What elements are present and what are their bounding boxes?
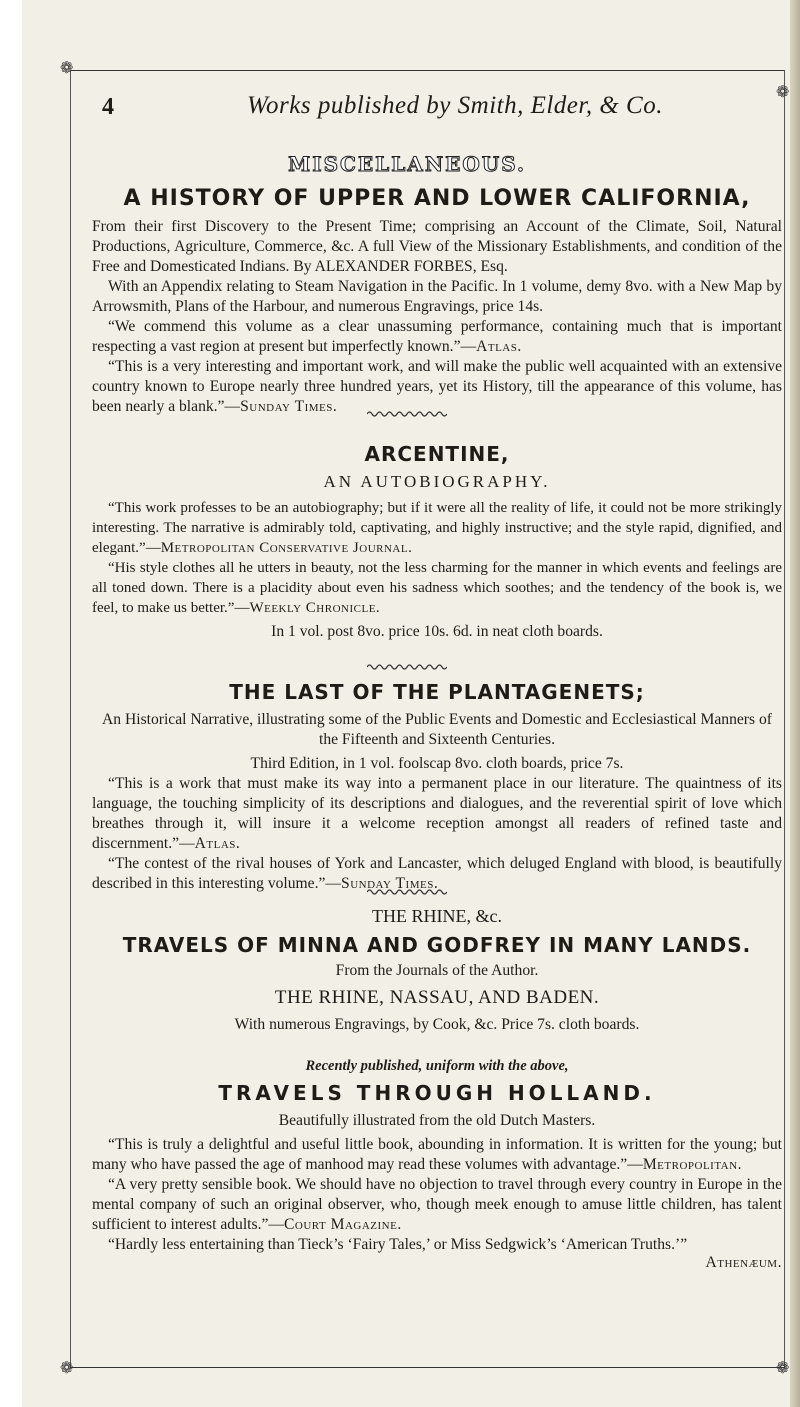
review-quote: “His style clothes all he utters in beauty, not the less charming for the manner in which events and feelings are all toned down. There is a placidity about even his sadness which soothes; and the tendency of the book is, we feel, to make us better.”—Weekly Chronicle. xyxy=(92,560,782,616)
entry-pretitle: THE RHINE, &c. xyxy=(372,906,502,926)
section-divider-ornament xyxy=(367,888,447,896)
bottom-border-rule xyxy=(70,1367,785,1368)
entry-title: TRAVELS THROUGH HOLLAND. xyxy=(218,1081,656,1105)
corner-ornament-icon: ❁ xyxy=(776,1358,790,1377)
review-source: Metropolitan. xyxy=(642,1156,742,1173)
entry-details: Third Edition, in 1 vol. foolscap 8vo. cloth boards, price 7s. xyxy=(250,755,624,772)
review-source: Sunday Times. xyxy=(341,875,439,892)
entry-description: From their first Discovery to the Present Time; comprising an Account of the Climate, Soil, Natural Productions, Agriculture, Commerce, &c. A full View of the Missionary Establishments, and condition of the Free and Domesticated Indians. By ALEXANDER FORBES, Esq. xyxy=(92,218,782,275)
entry-minna-godfrey xyxy=(92,906,782,1035)
entry-description: An Historical Narrative, illustrating some of the Public Events and Domestic and Ecclesiastical Manners of the Fifteenth and Sixteenth Centuries. xyxy=(102,711,772,748)
section-heading: MISCELLANEOUS. xyxy=(288,152,526,176)
review-source: Weekly Chronicle. xyxy=(249,600,381,616)
entry-details: With numerous Engravings, by Cook, &c. Price 7s. cloth boards. xyxy=(234,1016,640,1033)
review-source: Atlas. xyxy=(194,835,241,852)
left-border-rule xyxy=(70,70,71,1367)
right-border-rule xyxy=(784,70,785,1367)
review-source: Court Magazine. xyxy=(284,1216,402,1233)
entry-subtitle: AN AUTOBIOGRAPHY. xyxy=(323,472,551,491)
review-quote: “The contest of the rival houses of York and Lancaster, which deluged England with blood, is beautifully described in this interesting volume.”—Sunday Times. xyxy=(92,855,782,892)
corner-ornament-icon: ❁ xyxy=(776,82,790,101)
review-quote: “This is a very interesting and important work, and will make the public well acquainted with an extensive country known to Europe nearly three hundred years, yet its History, till the appearance of this volume, has been nearly a blank.”—Sunday Times. xyxy=(92,358,782,415)
entry-details: With an Appendix relating to Steam Navigation in the Pacific. In 1 volume, demy 8vo. with a New Map by Arrowsmith, Plans of the Harbour, and numerous Engravings, price 14s. xyxy=(92,278,782,315)
review-quote: “This is truly a delightful and useful little book, abounding in information. It is written for the young; but many who have passed the age of manhood may read these volumes with advantage.”—Metropolitan. xyxy=(92,1136,782,1173)
entry-california xyxy=(92,186,782,417)
corner-ornament-icon: ❁ xyxy=(60,58,74,77)
page-edge xyxy=(790,0,800,1407)
review-quote: “We commend this volume as a clear unassuming performance, containing much that is important respecting a vast region at present but imperfectly known.”—Atlas. xyxy=(92,318,782,355)
entry-note: Recently published, uniform with the above, xyxy=(305,1058,569,1074)
entry-description: Beautifully illustrated from the old Dutch Masters. xyxy=(278,1112,596,1129)
entry-subtitle: THE RHINE, NASSAU, AND BADEN. xyxy=(274,987,600,1008)
review-quote: “A very pretty sensible book. We should have no objection to travel through every country in Europe in the mental company of such an original observer, who, though meek enough to amuse little children, has talent sufficient to interest adults.”—Court Magazine. xyxy=(92,1176,782,1233)
review-quote: “This work professes to be an autobiography; but if it were all the reality of life, it could not be more strikingly interesting. The narrative is admirably told, captivating, and highly instructive; and the style rapid, dignified, and elegant.”—Metropolitan Conservative Journal. xyxy=(92,500,782,556)
review-source: Athenæum. xyxy=(705,1254,782,1271)
section-divider-ornament xyxy=(367,663,447,671)
page-number: 4 xyxy=(102,94,114,120)
running-head: Works published by Smith, Elder, & Co. xyxy=(247,92,663,119)
entry-title: THE LAST OF THE PLANTAGENETS; xyxy=(229,680,645,704)
entry-from: From the Journals of the Author. xyxy=(335,962,539,979)
book-page xyxy=(22,0,792,1407)
entry-title: TRAVELS OF MINNA AND GODFREY IN MANY LANDS. xyxy=(122,933,752,957)
entry-details: In 1 vol. post 8vo. price 10s. 6d. in neat cloth boards. xyxy=(271,623,603,640)
entry-plantagenets xyxy=(92,680,782,894)
entry-title: A HISTORY OF UPPER AND LOWER CALIFORNIA, xyxy=(123,186,751,211)
review-source: Metropolitan Conservative Journal. xyxy=(160,540,413,556)
corner-ornament-icon: ❁ xyxy=(60,1358,74,1377)
entry-title: ARCENTINE, xyxy=(364,442,510,466)
review-source: Sunday Times. xyxy=(240,398,338,415)
top-border-rule xyxy=(70,70,785,71)
review-source: Atlas. xyxy=(476,338,522,355)
entry-argentine xyxy=(92,442,782,642)
review-quote: “Hardly less entertaining than Tieck’s ‘Fairy Tales,’ or Miss Sedgwick’s ‘American Truths.’” xyxy=(108,1236,688,1253)
entry-holland xyxy=(92,1058,782,1273)
review-quote: “This is a work that must make its way into a permanent place in our literature. The quaintness of its language, the touching simplicity of its descriptions and dialogues, and the reverential spirit of love which breathes through it, will insure it a welcome reception amongst all readers of refined taste and discernment.”—Atlas. xyxy=(92,775,782,852)
section-divider-ornament xyxy=(367,410,447,418)
